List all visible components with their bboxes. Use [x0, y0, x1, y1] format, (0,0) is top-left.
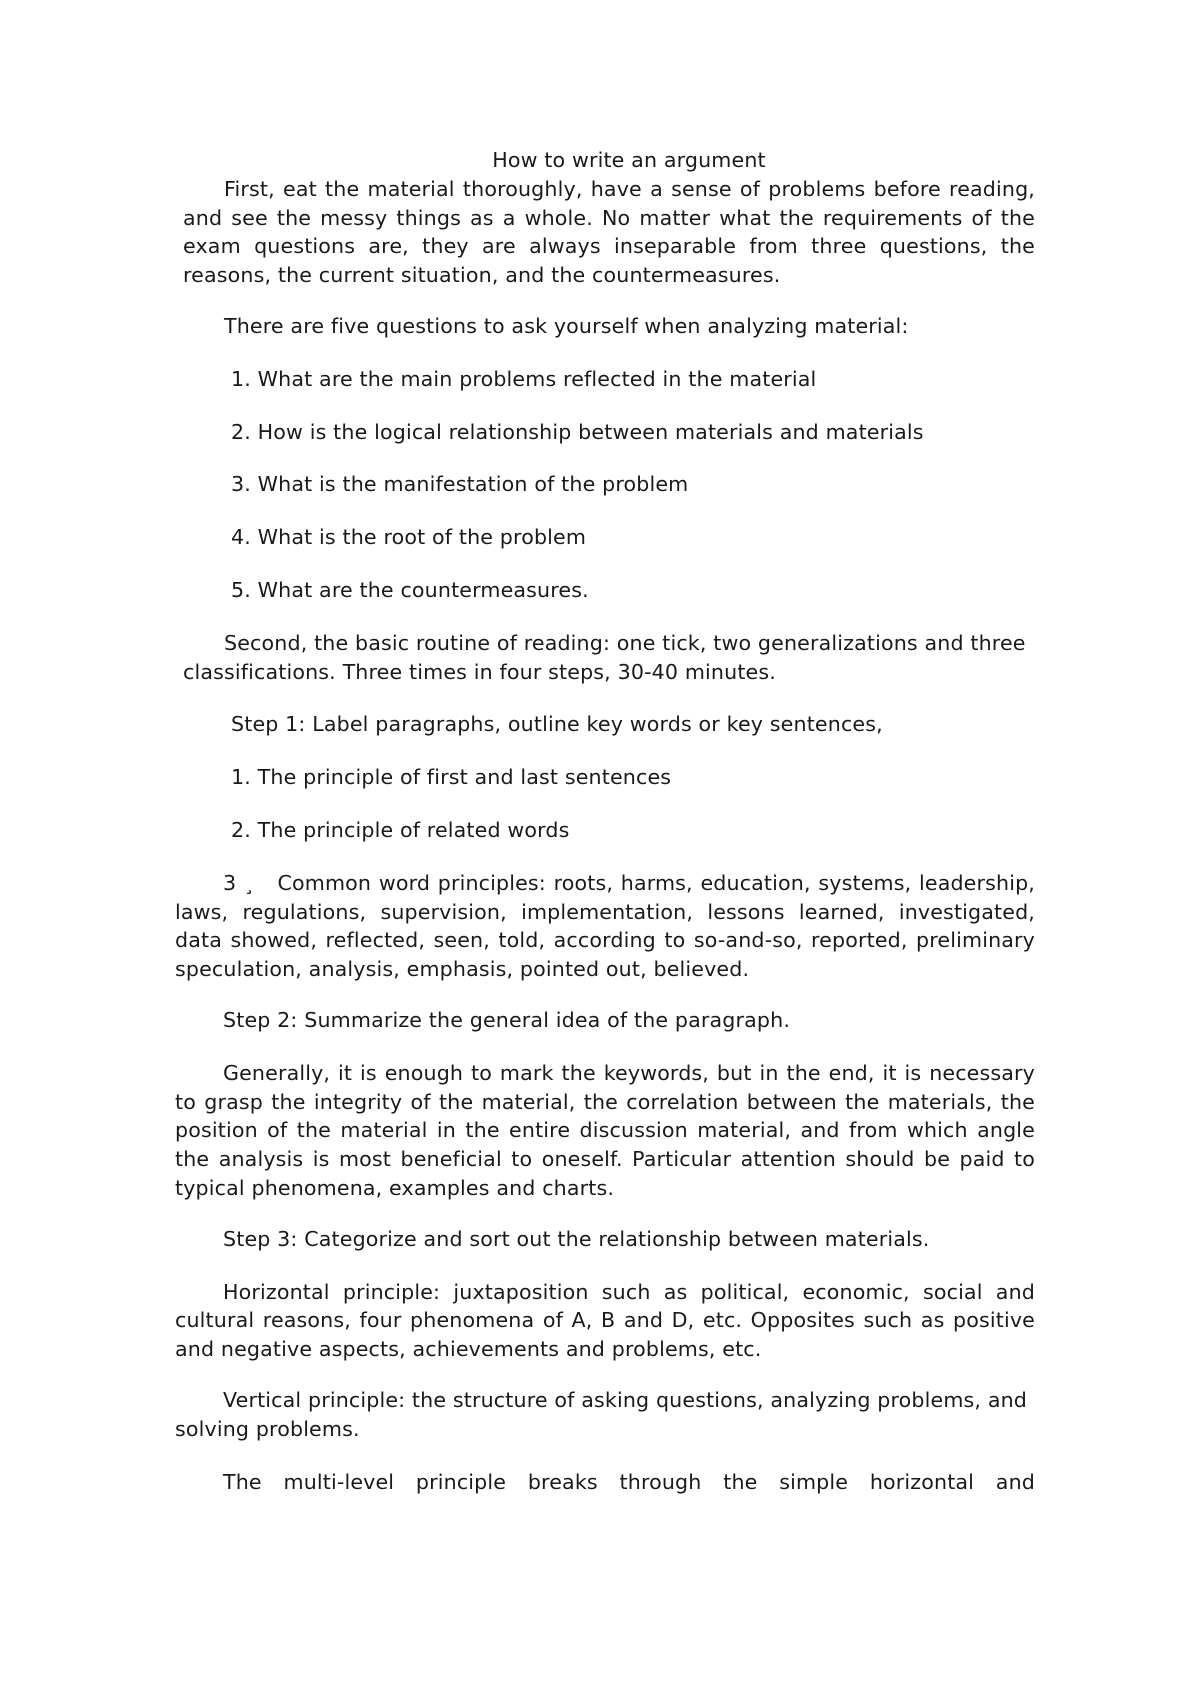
- document-title: How to write an argument: [492, 148, 766, 172]
- intro-paragraph: First, eat the material thoroughly, have a sense of problems before reading, and see the messy things as a whole. No matter what the requirements of the exam questions are, they are always inseparable from three questions, the reasons, the current situation, and the countermeasures.: [183, 176, 1035, 288]
- principle-item: 1. The principle of first and last sentences: [231, 765, 672, 790]
- principle-3-paragraph: 3 ¸ Common word principles: roots, harms, education, systems, leadership, laws, regulations, supervision, implementation, lessons learned, investigated, data showed, reflected, seen, told, according to so-and-so, reported, preliminary speculation, analysis, emphasis, pointed out, believed.: [175, 870, 1035, 982]
- question-item: 2. How is the logical relationship between materials and materials: [231, 419, 924, 444]
- vertical-principle-paragraph: Vertical principle: the structure of asking questions, analyzing problems, and solving problems.: [175, 1387, 1028, 1441]
- multilevel-principle-paragraph: The multi-level principle breaks through the simple horizontal and: [223, 1469, 1035, 1494]
- step-1-heading: Step 1: Label paragraphs, outline key words or key sentences,: [231, 712, 883, 737]
- step-3-heading: Step 3: Categorize and sort out the relationship between materials.: [223, 1226, 930, 1251]
- generally-paragraph: Generally, it is enough to mark the keywords, but in the end, it is necessary to grasp the integrity of the material, the correlation between the materials, the position of the material in the entire discussion material, and from which angle the analysis is most beneficial to oneself. Particular attention should be paid to typical phenomena, examples and charts.: [175, 1060, 1035, 1200]
- second-paragraph: Second, the basic routine of reading: one tick, two generalizations and three classifications. Three times in four steps, 30-40 minutes.: [183, 630, 1026, 684]
- question-item: 5. What are the countermeasures.: [231, 577, 589, 602]
- question-item: 3. What is the manifestation of the problem: [231, 472, 689, 497]
- step-2-heading: Step 2: Summarize the general idea of the paragraph.: [223, 1007, 791, 1032]
- five-questions-intro: There are five questions to ask yourself when analyzing material:: [224, 313, 909, 338]
- question-item: 1. What are the main problems reflected in the material: [231, 366, 817, 391]
- principle-item: 2. The principle of related words: [231, 817, 570, 842]
- horizontal-principle-paragraph: Horizontal principle: juxtaposition such as political, economic, social and cultural reasons, four phenomena of A, B and D, etc. Opposites such as positive and negative aspects, achievements and problems, etc.: [175, 1279, 1035, 1362]
- question-item: 4. What is the root of the problem: [231, 525, 587, 550]
- document-body: [175, 146, 1035, 1496]
